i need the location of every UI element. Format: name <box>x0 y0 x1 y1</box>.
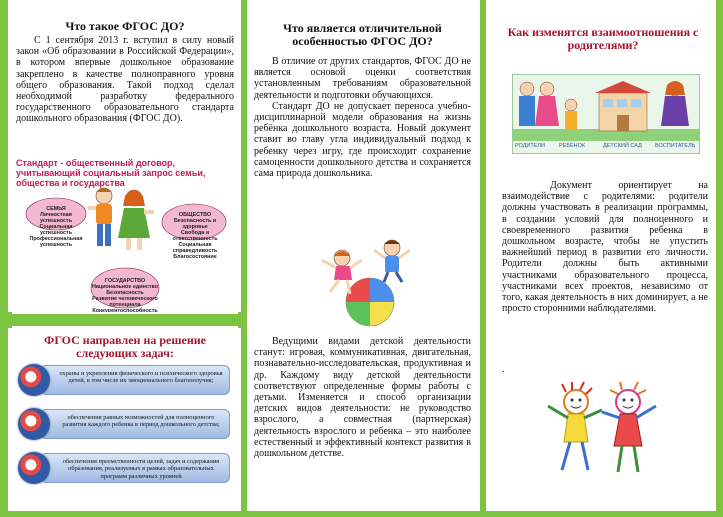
family-kindergarten-illustration <box>512 74 700 154</box>
green-bar-bottom <box>0 511 723 517</box>
fgos-logo-icon <box>18 408 50 440</box>
section-text-parents: Документ ориентирует на взаимодействие с родителями: родители должны участвовать в реализации программы, в создании условий для полноценного и своевременного развития ребенка в дошкольном возрасте, чтобы не упустить важнейший период в развитии его личности. Родители должны быть активными участниками образовательного процесса, участниками всех проектов, независимо от того, какая деятельность в них доминирует, а не просто сторонними наблюдателями. <box>502 180 708 315</box>
section-title-parents: Как изменятся взаимоотношения с родителями? <box>507 25 699 52</box>
family-figures <box>513 75 699 141</box>
diagram-family-box: СЕМЬЯ Личностная успешность Социальная успешность Профессиональная успешность <box>29 206 83 248</box>
task-item-3 <box>18 450 232 486</box>
panel-parents <box>490 8 716 510</box>
diagram-state-box: ГОСУДАРСТВО Национальное единство Безопасность Развитие человеческого потенциала Конкурентоспособность <box>92 278 159 312</box>
task-item-2-text: обеспечения равных возможностей для полноценного развития каждого ребенка в период дошкольного детства; <box>40 409 230 439</box>
caption-parents: РОДИТЕЛИ <box>515 143 545 149</box>
panel-tasks <box>12 326 238 510</box>
section-text-distinctive-2: Стандарт ДО не допускает переноса учебно-дисциплинарной модели образования на жизнь ребёнка дошкольного возраста. Новый документ ставит во главу угла индивидуальный подход к ребенку через игру, где происходит сохранение самоценности дошкольного детства и сохраняется сама природа дошкольника. <box>254 100 471 180</box>
section-text-distinctive-1: В отличие от других стандартов, ФГОС ДО не является основой оценки соответствия установленным требованиям образовательной деятельности и подготовки обучающихся. <box>254 56 471 101</box>
task-item-3-text: обеспечения преемственности целей, задач и содержания образования, реализуемых в рамках образовательных программ различных уровней <box>40 453 230 483</box>
section-title-tasks: ФГОС направлен на решение следующих задач: <box>44 333 206 360</box>
section-title-what-is: Что такое ФГОС ДО? <box>65 19 185 33</box>
diagram-social-contract <box>12 156 238 312</box>
diagram-heading: Стандарт - общественный договор, учитывающий социальный запрос семьи, общества и государства <box>16 158 206 188</box>
fgos-logo-icon <box>18 452 50 484</box>
drawn-kids-illustration <box>538 380 668 480</box>
green-bar-mid1 <box>241 0 247 517</box>
task-item-1-text: охраны и укрепления физического и психического здоровья детей, в том числе их эмоционального благополучия; <box>40 365 230 395</box>
diagram-society-box: ОБЩЕСТВО Безопасность и здоровье Свобода и ответственность Социальная справедливость Благосостояние <box>172 212 218 260</box>
section-text-what-is: С 1 сентября 2013 г. вступил в силу новый закон «Об образовании в Российской Федерации», в котором впервые дошкольное образование закреплено в качестве полноправного уровня общего образования. Такой подход сделал необходимой разработку федерального государственного образовательного стандарта дошкольного образования (ФГОС ДО). <box>16 35 234 125</box>
children-ball-illustration <box>312 236 422 328</box>
caption-teacher: ВОСПИТАТЕЛЬ <box>655 143 696 149</box>
section-text-distinctive-3: Ведущими видами детской деятельности станут: игровая, коммуникативная, двигательная, познавательно-исследовательская, продуктивная и др. Каждому виду детской деятельности соответствуют определенные формы работы с детьми. Изменяется и способ организации детских видов деятельности: не руководство взрослого, а совместная (партнерская) деятельность взрослого и ребенка – это наиболее естественный и эффективный контекст развития в дошкольном детстве. <box>254 336 471 460</box>
stray-dot: . <box>502 364 505 375</box>
task-item-2 <box>18 406 232 442</box>
green-bar-left <box>0 0 8 517</box>
caption-kindergarten: ДЕТСКИЙ САД <box>603 143 642 149</box>
caption-child: РЕБЁНОК <box>559 143 586 149</box>
panel-distinctive-feature <box>250 8 475 510</box>
panel-what-is-fgos <box>12 8 238 314</box>
section-title-distinctive: Что является отличительной особенностью ФГОС ДО? <box>283 21 442 48</box>
task-item-1 <box>18 362 232 398</box>
green-bar-mid2 <box>480 0 486 517</box>
green-bar-right <box>716 0 723 517</box>
fgos-logo-icon <box>18 364 50 396</box>
